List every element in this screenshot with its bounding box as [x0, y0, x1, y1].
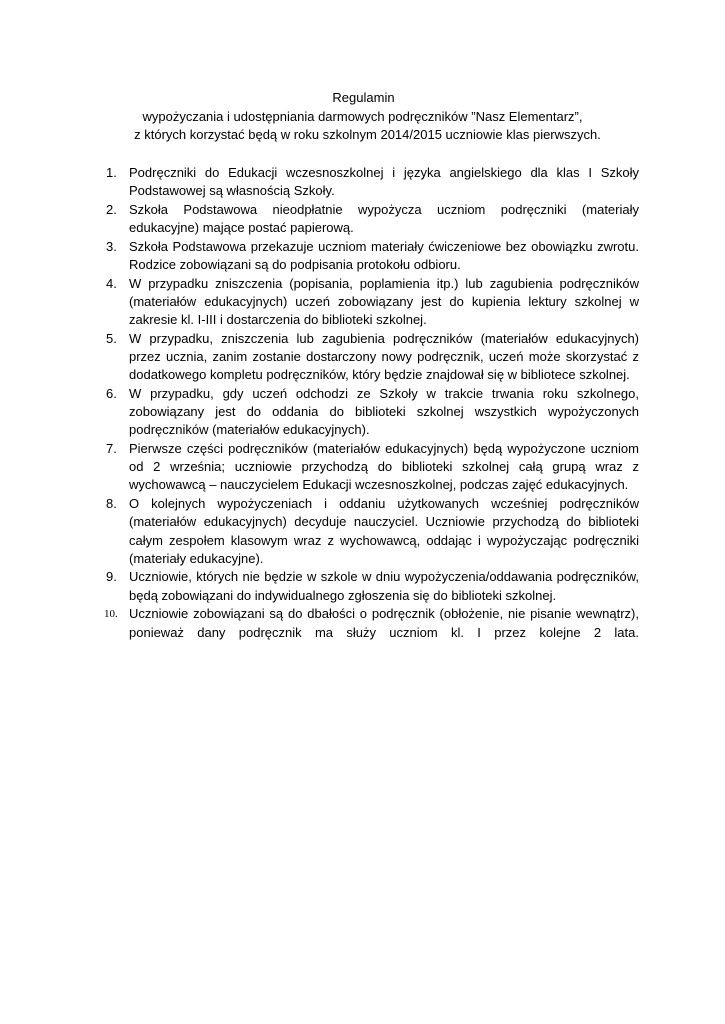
- rule-number: 3.: [106, 238, 117, 254]
- rule-item: [106, 605, 639, 641]
- rule-number: 1.: [106, 165, 117, 180]
- rule-text: Szkoła Podstawowa nieodpłatnie wypożycza uczniom podręczniki (materiały edukacyjne) mające postać papierową.: [129, 201, 639, 236]
- rule-text: Uczniowie zobowiązani są do dbałości o podręcznik (obłożenie, nie pisanie wewnątrz), ponieważ dany podręcznik ma służy uczniom kl. I przez kolejne 2 lata.: [129, 606, 639, 640]
- rule-number: 4.: [106, 275, 117, 291]
- rule-number: 8.: [106, 496, 117, 512]
- rule-text: Szkoła Podstawowa przekazuje uczniom materiały ćwiczeniowe bez obowiązku zwrotu. Rodzice zobowiązani są do podpisania protokołu odbioru.: [129, 238, 639, 273]
- document-header: [0, 89, 725, 145]
- rule-item: [106, 238, 639, 274]
- document-title: Regulamin: [332, 90, 395, 105]
- rule-text: W przypadku, gdy uczeń odchodzi ze Szkoły w trakcie trwania roku szkolnego, zobowiązany jest do oddania do biblioteki szkolnej wszystkich wypożyczonych podręczników (materiałów edukacyjnych).: [129, 385, 639, 438]
- rule-item: [106, 568, 639, 604]
- rule-number: 2.: [106, 201, 117, 217]
- rule-number: 7.: [106, 441, 117, 457]
- rule-item: [106, 275, 639, 330]
- rule-number: 10.: [104, 608, 118, 621]
- rule-item: [106, 164, 639, 200]
- rules-list: [106, 164, 639, 642]
- rule-text: W przypadku zniszczenia (popisania, poplamienia itp.) lub zagubienia podręczników (materiałów edukacyjnych) uczeń zobowiązany jest do kupienia lektury szkolnej w zakresie kl. I-III i dostarczenia do biblioteki szkolnej.: [129, 275, 639, 328]
- rule-text: O kolejnych wypożyczeniach i oddaniu użytkowanych wcześniej podręczników (materiałów edukacyjnych) decyduje nauczyciel. Uczniowie przychodzą do biblioteki całym zespołem klasowym wraz z wychowawcą, oddając i wypożyczając podręczniki (materiały edukacyjne).: [129, 496, 639, 566]
- document-subtitle-line-1: wypożyczania i udostępniania darmowych podręczników ”Nasz Elementarz”,: [142, 108, 583, 124]
- rule-item: [106, 495, 639, 568]
- rule-item: [106, 385, 639, 440]
- rule-number: 6.: [106, 385, 117, 401]
- rule-text: Uczniowie, których nie będzie w szkole w dniu wypożyczenia/oddawania podręczników, będą zobowiązani do indywidualnego zgłoszenia się do biblioteki szkolnej.: [129, 569, 639, 603]
- rule-number: 5.: [106, 330, 117, 346]
- rule-item: [106, 330, 639, 385]
- rule-item: [106, 440, 639, 495]
- rule-item: [106, 201, 639, 237]
- document-subtitle-line-2: z których korzystać będą w roku szkolnym 2014/2015 uczniowie klas pierwszych.: [134, 127, 601, 142]
- rule-text: Pierwsze części podręczników (materiałów edukacyjnych) będą wypożyczone uczniom od 2 września; uczniowie przychodzą do biblioteki szkolnej całą grupą wraz z wychowawcą – nauczycielem Edukacji wczesnoszkolnej, podczas zajęć edukacyjnych.: [129, 441, 639, 493]
- rule-text: Podręczniki do Edukacji wczesnoszkolnej i języka angielskiego dla klas I Szkoły Podstawowej są własnością Szkoły.: [129, 165, 639, 199]
- rule-number: 9.: [106, 569, 117, 585]
- rule-text: W przypadku, zniszczenia lub zagubienia podręczników (materiałów edukacyjnych) przez ucznia, zanim zostanie dostarczony nowy podręcznik, uczeń może skorzystać z dodatkowego kompletu podręczników, który będzie znajdował się w bibliotece szkolnej.: [129, 330, 639, 383]
